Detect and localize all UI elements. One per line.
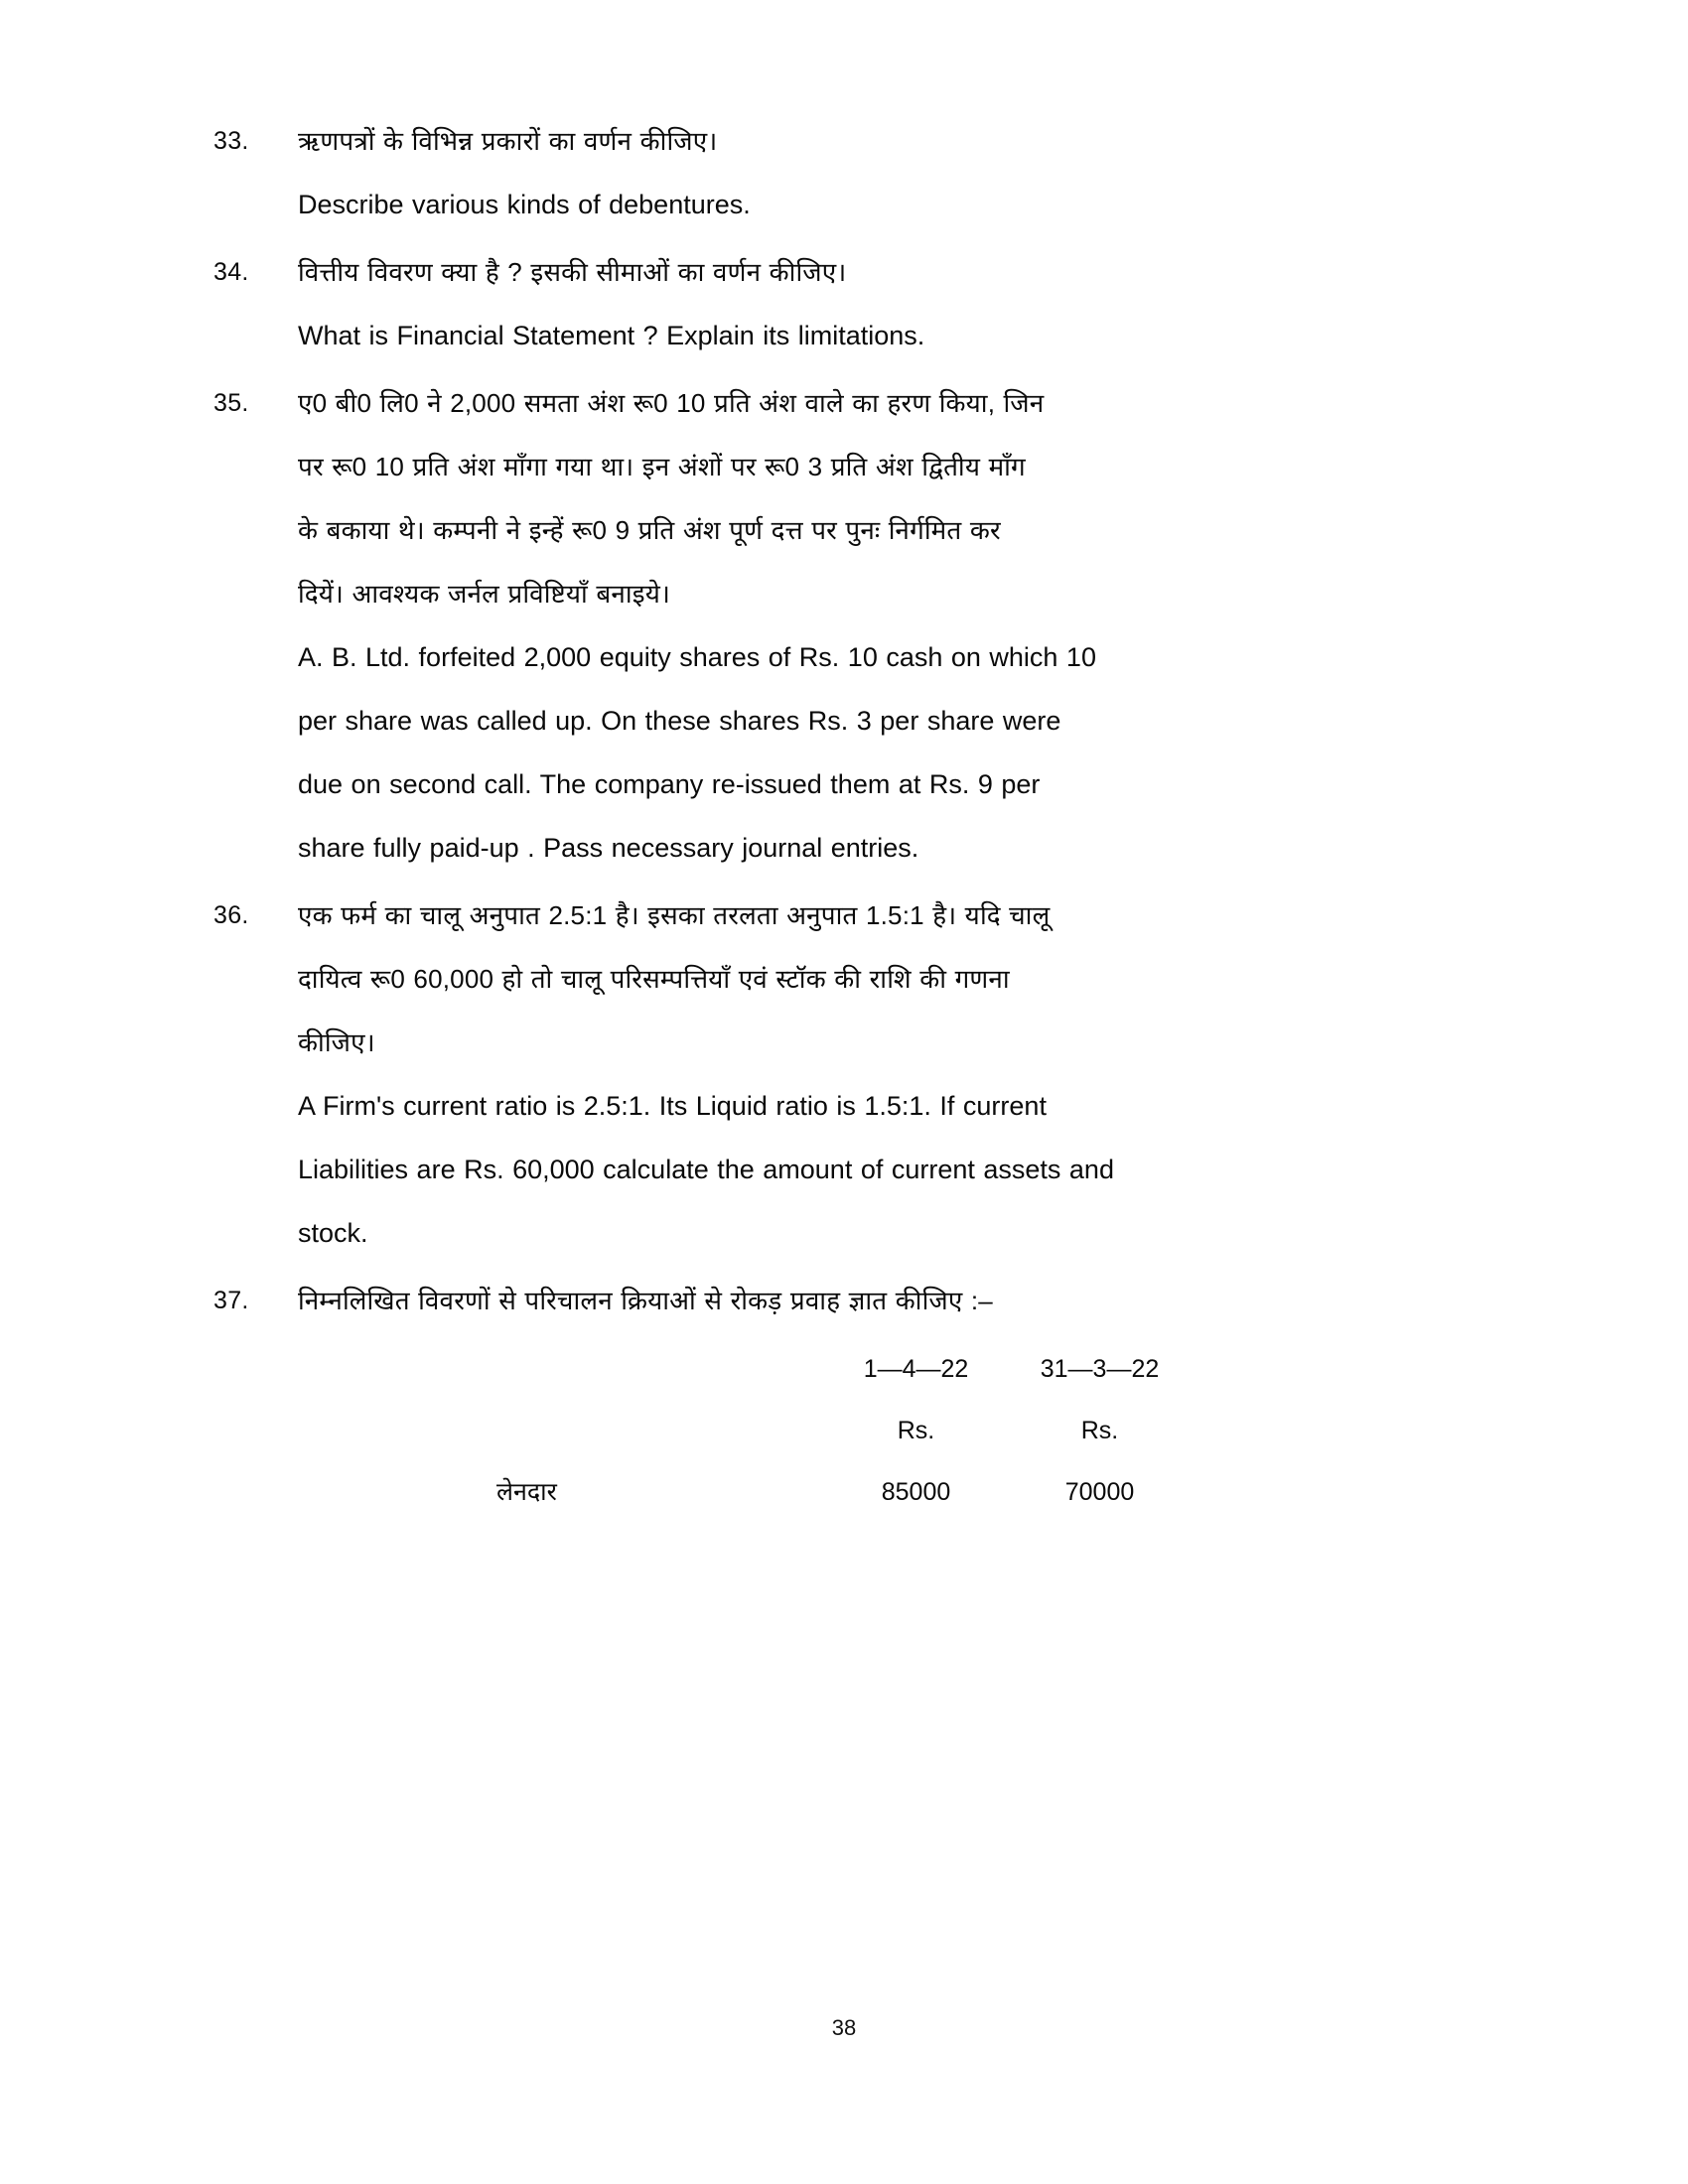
table-header-blank: [496, 1400, 824, 1461]
table-row-label: लेनदार: [496, 1478, 557, 1506]
question-text-english-line: A Firm's current ratio is 2.5:1. Its Liquid ratio is 1.5:1. If current: [298, 1091, 1047, 1121]
question-number: 36.: [213, 901, 249, 929]
table-row: [496, 1461, 1192, 1523]
table-row-value-2: 70000: [1064, 1478, 1135, 1506]
question-number: 33.: [213, 127, 249, 155]
table-header-date-1: 1—4—22: [863, 1355, 969, 1383]
question-text-english-line: per share was called up. On these shares Rs. 3 per share were: [298, 706, 1061, 736]
page-number: 38: [831, 2015, 857, 2040]
question-text-hindi-line: पर रू0 10 प्रति अंश माँगा गया था। इन अंशों पर रू0 3 प्रति अंश द्वितीय माँग: [298, 452, 1026, 481]
table-header-row-currency: [496, 1400, 1192, 1461]
question-block-37: [213, 1269, 1390, 1523]
question-number: 34.: [213, 258, 249, 286]
question-text-english-line: Liabilities are Rs. 60,000 calculate the amount of current assets and: [298, 1155, 1114, 1184]
question-text-hindi-line: एक फर्म का चालू अनुपात 2.5:1 है। इसका तरलता अनुपात 1.5:1 है। यदि चालू: [298, 900, 1051, 930]
table-header-date-2: 31—3—22: [1040, 1355, 1160, 1383]
question-number: 37.: [213, 1287, 249, 1314]
question-text-hindi: ऋणपत्रों के विभिन्न प्रकारों का वर्णन कीजिए।: [298, 126, 718, 156]
question-text-hindi-line: दायित्व रू0 60,000 हो तो चालू परिसम्पत्तियाँ एवं स्टॉक की राशि की गणना: [298, 964, 1010, 994]
question-text-hindi-line: कीजिए।: [298, 1027, 375, 1057]
question-block-33: [213, 109, 1390, 236]
question-block-35: [213, 371, 1390, 880]
table-header-currency-1: Rs.: [897, 1417, 935, 1444]
question-block-36: [213, 884, 1390, 1265]
table-header-currency-2: Rs.: [1080, 1417, 1119, 1444]
question-text-hindi: निम्नलिखित विवरणों से परिचालन क्रियाओं से रोकड़ प्रवाह ज्ञात कीजिए :–: [298, 1286, 993, 1315]
question-text-english: Describe various kinds of debentures.: [298, 190, 751, 219]
question-block-34: [213, 240, 1390, 367]
question-text-hindi-line: के बकाया थे। कम्पनी ने इन्हें रू0 9 प्रति अंश पूर्ण दत्त पर पुनः निर्गमित कर: [298, 515, 1001, 545]
table-header-row-dates: [496, 1338, 1192, 1400]
questions-container: [213, 109, 1390, 1527]
question-text-english-line: due on second call. The company re-issued them at Rs. 9 per: [298, 769, 1041, 799]
question-number: 35.: [213, 389, 249, 417]
question-text-english-line: stock.: [298, 1218, 368, 1248]
question-text-hindi-line: ए0 बी0 लि0 ने 2,000 समता अंश रू0 10 प्रति अंश वाले का हरण किया, जिन: [298, 388, 1045, 418]
table-row-value-1: 85000: [881, 1478, 951, 1506]
cash-flow-table: [496, 1338, 1192, 1523]
table-header-blank: [496, 1338, 824, 1400]
question-text-english-line: A. B. Ltd. forfeited 2,000 equity shares of Rs. 10 cash on which 10: [298, 642, 1096, 672]
question-text-english: What is Financial Statement ? Explain its limitations.: [298, 321, 925, 350]
question-text-hindi-line: दियें। आवश्यक जर्नल प्रविष्टियाँ बनाइये।: [298, 579, 671, 609]
question-text-hindi: वित्तीय विवरण क्या है ? इसकी सीमाओं का वर्णन कीजिए।: [298, 257, 847, 287]
question-text-english-line: share fully paid-up . Pass necessary journal entries.: [298, 833, 919, 863]
